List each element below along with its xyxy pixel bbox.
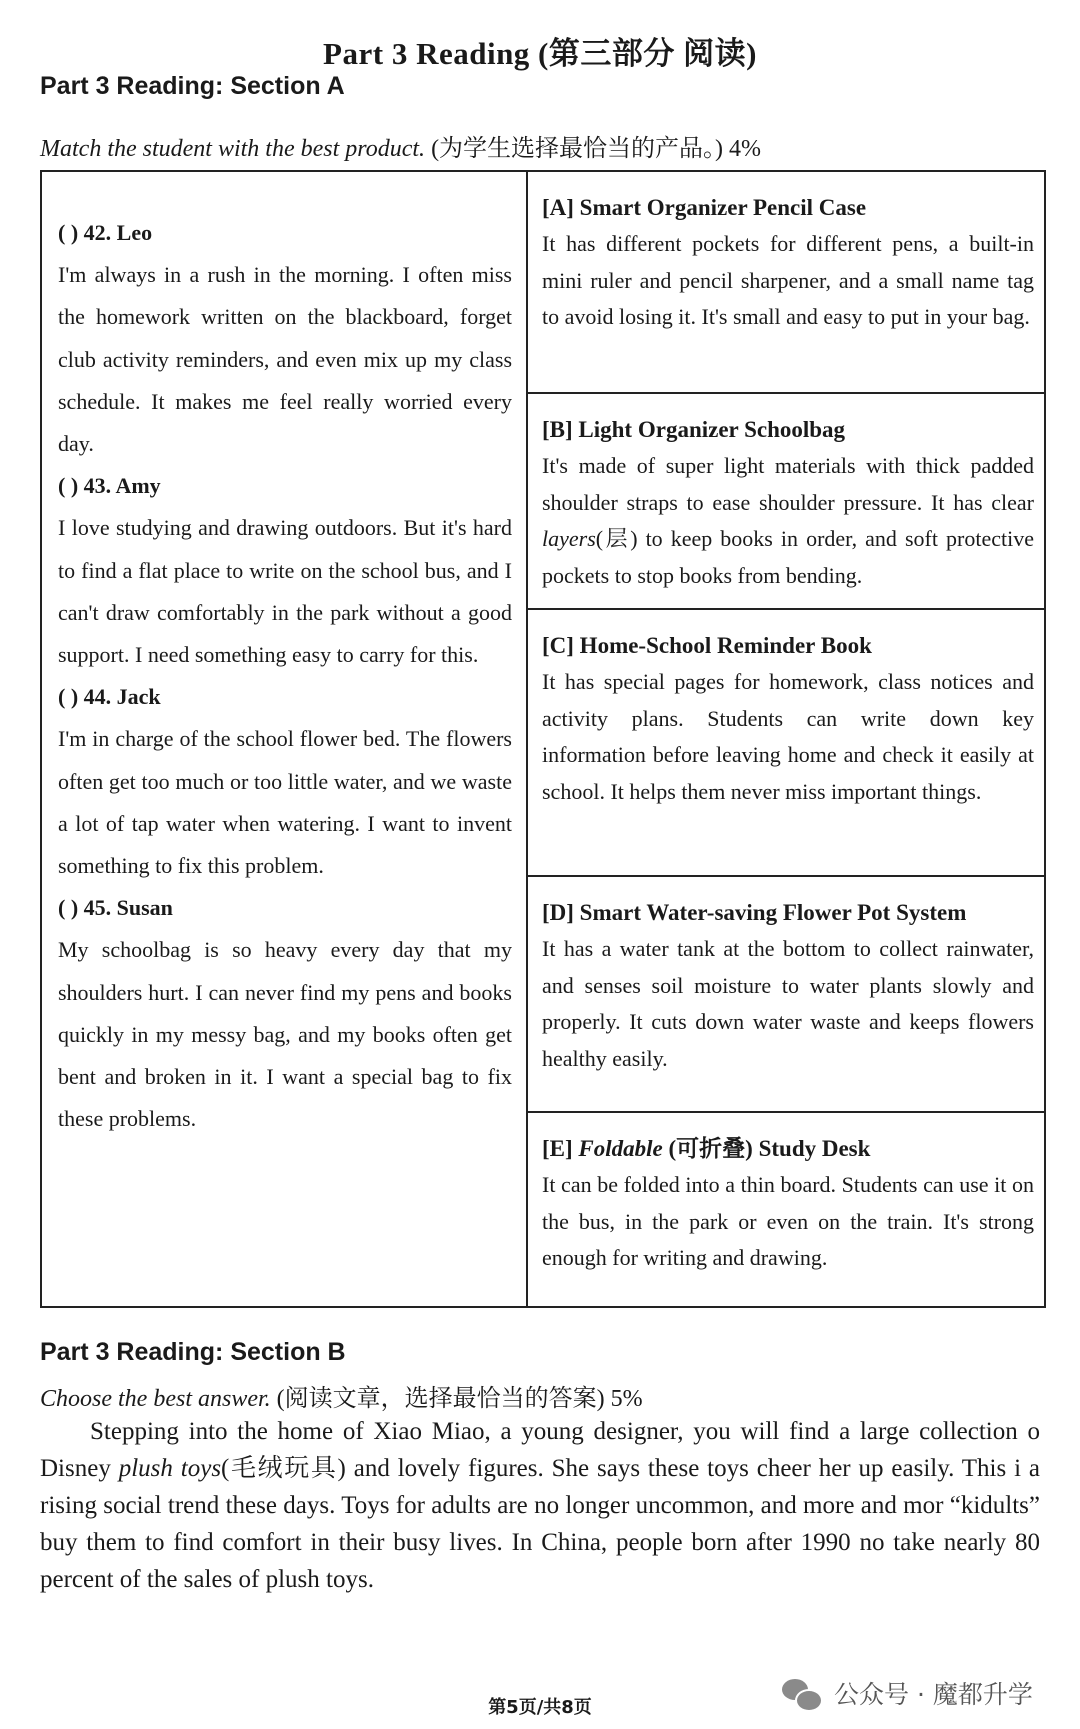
instruction-rest: (为学生选择最恰当的产品。) 4% xyxy=(425,136,762,162)
matching-table xyxy=(40,170,1046,1308)
section-b-instruction xyxy=(40,1378,643,1413)
product-heading: [A] Smart Organizer Pencil Case xyxy=(542,195,867,220)
section-b-heading: Part 3 Reading: Section B xyxy=(40,1338,346,1366)
product-a xyxy=(528,172,1046,394)
product-e xyxy=(528,1113,1046,1308)
students-column xyxy=(58,212,512,1140)
product-c xyxy=(528,610,1046,877)
product-text: It has different pockets for different pens, a built-in mini ruler and pencil sharpener, and a small name tag to avoid losing it. It's small and easy to put in your bag. xyxy=(542,231,1034,329)
product-heading: [B] Light Organizer Schoolbag xyxy=(542,417,846,442)
page-title: Part 3 Reading (第三部分 阅读) xyxy=(323,36,757,71)
product-heading: [C] Home-School Reminder Book xyxy=(542,633,872,658)
question-label: ( ) 44. Jack xyxy=(58,684,161,710)
product-heading-b: (可折叠) Study Desk xyxy=(662,1136,871,1161)
student-item-leo xyxy=(58,212,512,465)
product-text-b: (层) to keep books in order, and soft protective pockets to stop books from bending. xyxy=(542,526,1034,588)
student-item-amy xyxy=(58,465,512,676)
product-heading xyxy=(542,1131,1034,1167)
instruction-rest: (阅读文章，选择最恰当的答案) 5% xyxy=(270,1386,643,1412)
product-text-a: It's made of super light materials with thick padded shoulder straps to ease shoulder pressure. It has clear xyxy=(542,453,1034,515)
product-d xyxy=(528,877,1046,1113)
product-heading-a: [E] xyxy=(542,1136,579,1161)
page-number: 第5页/共8页 xyxy=(488,1697,592,1718)
question-label: ( ) 45. Susan xyxy=(58,895,173,921)
reading-passage xyxy=(40,1413,1040,1598)
section-a-heading: Part 3 Reading: Section A xyxy=(40,72,345,100)
passage-part-2: (毛绒玩具) and lovely figures. She says these toys cheer her up easily. This i a rising social trend these days. Toys for adults are no longer uncommon, and more and mor “kidults” buy them to find comfort in their busy lives. In China, people born after 1990 no take nearly 80 percent of the sales of plush toys. xyxy=(40,1455,1041,1593)
student-item-susan xyxy=(58,887,512,1140)
instruction-italic: Match the student with the best product. xyxy=(40,136,426,162)
product-heading: [D] Smart Water-saving Flower Pot System xyxy=(542,900,967,925)
product-heading-italic: Foldable xyxy=(578,1136,663,1161)
product-b xyxy=(528,394,1046,610)
instruction-italic: Choose the best answer. xyxy=(40,1386,271,1412)
question-label: ( ) 43. Amy xyxy=(58,473,161,499)
question-label: ( ) 42. Leo xyxy=(58,220,153,245)
section-a-instruction xyxy=(40,128,761,163)
student-text: My schoolbag is so heavy every day that my shoulders hurt. I can never find my pens and books quickly in my messy bag, and my books often get bent and broken in it. I want a special bag to fix these problems. xyxy=(58,937,512,1132)
passage-italic: plush toys xyxy=(118,1455,222,1482)
student-text: I love studying and drawing outdoors. But it's hard to find a flat place to write on the school bus, and I can't draw comfortably in the park without a good support. I need something easy to carry for this. xyxy=(58,515,512,668)
product-text: It has special pages for homework, class notices and activity plans. Students can write down key information before leaving home and check it easily at school. It helps them never miss important things. xyxy=(542,669,1034,804)
student-text: I'm always in a rush in the morning. I often miss the homework written on the blackboard, forget club activity reminders, and even mix up my class schedule. It makes me feel really worried every day. xyxy=(58,262,512,457)
product-text: It has a water tank at the bottom to collect rainwater, and senses soil moisture to water plants slowly and properly. It cuts down water waste and keeps flowers healthy easily. xyxy=(542,936,1034,1071)
watermark-text: 公众号 · 魔都升学 xyxy=(834,1680,1033,1709)
passage-part-1: Stepping into the home of Xiao Miao, a young designer, you will find a large collection o Disney xyxy=(40,1418,1040,1482)
product-text: It can be folded into a thin board. Students can use it on the bus, in the park or even on the train. It's strong enough for writing and drawing. xyxy=(542,1172,1034,1270)
product-text-italic: layers xyxy=(542,526,596,551)
product-text xyxy=(542,448,1034,594)
student-text: I'm in charge of the school flower bed. The flowers often get too much or too little water, and we waste a lot of tap water when watering. I want to invent something to fix this problem. xyxy=(58,726,512,879)
student-item-jack xyxy=(58,676,512,887)
